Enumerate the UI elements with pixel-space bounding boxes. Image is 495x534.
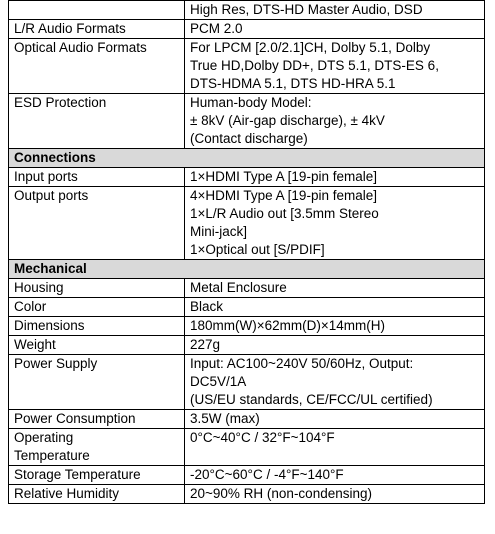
spec-row [9, 39, 485, 94]
spec-value-line: (US/EU standards, CE/FCC/UL certified) [190, 392, 433, 407]
spec-value-line: True HD,Dolby DD+, DTS 5.1, DTS-ES 6, [190, 58, 439, 73]
spec-label [9, 429, 185, 466]
spec-value [185, 485, 485, 504]
spec-row [9, 279, 485, 298]
spec-row [9, 298, 485, 317]
spec-value-line: ± 8kV (Air-gap discharge), ± 4kV [190, 113, 385, 128]
spec-label: Weight [9, 336, 185, 355]
spec-label: Storage Temperature [9, 466, 185, 485]
spec-row [9, 485, 485, 504]
spec-value-line: Input: AC100~240V 50/60Hz, Output: [190, 356, 414, 371]
spec-value-line: 0°C~40°C / 32°F~104°F [190, 430, 335, 445]
spec-row [9, 187, 485, 260]
section-title: Mechanical [9, 260, 485, 279]
spec-value-line: 180mm(W)×62mm(D)×14mm(H) [190, 318, 386, 333]
spec-value-line: DC5V/1A [190, 374, 247, 389]
spec-label-line: Temperature [14, 448, 90, 463]
spec-value-line: PCM 2.0 [190, 21, 243, 36]
section-header-row [9, 149, 485, 168]
spec-value-line: DTS-HDMA 5.1, DTS HD-HRA 5.1 [190, 76, 396, 91]
spec-value [185, 429, 485, 466]
spec-row [9, 94, 485, 149]
spec-value-line: 227g [190, 337, 221, 352]
spec-value [185, 298, 485, 317]
spec-label [9, 1, 185, 20]
spec-label: Power Consumption [9, 410, 185, 429]
spec-value [185, 466, 485, 485]
spec-row [9, 168, 485, 187]
spec-table-body [9, 1, 485, 504]
spec-value [185, 39, 485, 94]
spec-value [185, 336, 485, 355]
spec-row [9, 466, 485, 485]
spec-label: Color [9, 298, 185, 317]
section-title: Connections [9, 149, 485, 168]
spec-value [185, 20, 485, 39]
spec-row [9, 429, 485, 466]
spec-value-line: Black [190, 299, 224, 314]
spec-row [9, 1, 485, 20]
spec-value [185, 410, 485, 429]
spec-value-line: 1×HDMI Type A [19-pin female] [190, 169, 377, 184]
spec-value-line: 4×HDMI Type A [19-pin female] [190, 188, 377, 203]
spec-label: Power Supply [9, 355, 185, 410]
spec-value-line: 1×Optical out [S/PDIF] [190, 242, 325, 257]
spec-label: Output ports [9, 187, 185, 260]
spec-value-line: (Contact discharge) [190, 131, 308, 146]
spec-row [9, 20, 485, 39]
spec-row [9, 336, 485, 355]
spec-label: Input ports [9, 168, 185, 187]
spec-value-line: Human-body Model: [190, 95, 312, 110]
section-header-row [9, 260, 485, 279]
spec-value [185, 187, 485, 260]
spec-value-line: High Res, DTS-HD Master Audio, DSD [190, 2, 423, 17]
spec-value [185, 168, 485, 187]
spec-value-line: 20~90% RH (non-condensing) [190, 486, 372, 501]
spec-value-line: Metal Enclosure [190, 280, 287, 295]
spec-label: Housing [9, 279, 185, 298]
spec-value [185, 317, 485, 336]
spec-value-line: -20°C~60°C / -4°F~140°F [190, 467, 344, 482]
spec-label: L/R Audio Formats [9, 20, 185, 39]
spec-row [9, 410, 485, 429]
spec-label: Dimensions [9, 317, 185, 336]
spec-value [185, 94, 485, 149]
spec-label: Relative Humidity [9, 485, 185, 504]
spec-row [9, 355, 485, 410]
spec-value-line: For LPCM [2.0/2.1]CH, Dolby 5.1, Dolby [190, 40, 431, 55]
spec-value [185, 1, 485, 20]
spec-row [9, 317, 485, 336]
spec-value-line: 3.5W (max) [190, 411, 260, 426]
spec-label: Optical Audio Formats [9, 39, 185, 94]
spec-value [185, 279, 485, 298]
spec-label-line: Operating [14, 430, 74, 445]
spec-table [8, 0, 485, 504]
spec-label: ESD Protection [9, 94, 185, 149]
spec-value-line: 1×L/R Audio out [3.5mm Stereo [190, 206, 379, 221]
spec-value-line: Mini-jack] [190, 224, 248, 239]
spec-value [185, 355, 485, 410]
